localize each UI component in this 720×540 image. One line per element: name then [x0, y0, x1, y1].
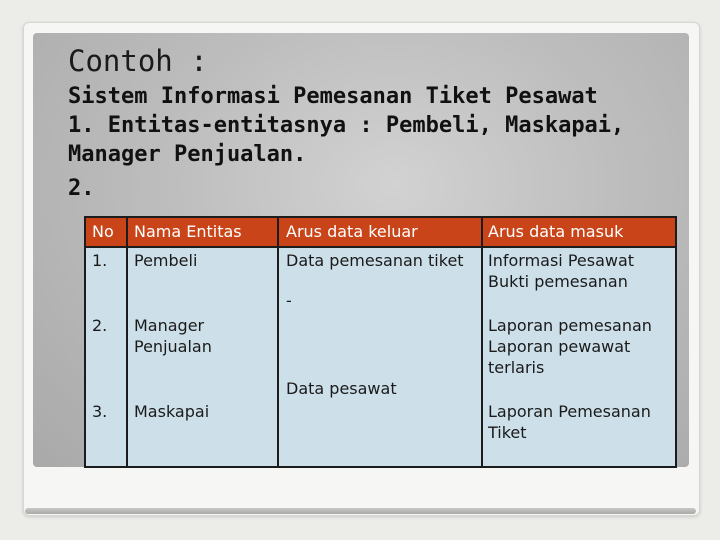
body-line-entities-cont: Manager Penjualan. [68, 142, 307, 167]
cell-in: Laporan Pemesanan [488, 402, 651, 421]
cell-entity: Manager [134, 316, 205, 335]
header-entity: Nama Entitas [134, 222, 242, 241]
cell-in: Tiket [488, 423, 527, 442]
cell-in: Laporan pemesanan [488, 316, 652, 335]
body-line-entities: 1. Entitas-entitasnya : Pembeli, Maskapai, [68, 113, 625, 138]
cell-no: 3. [92, 402, 108, 421]
slide-title: Contoh : [68, 44, 208, 78]
cell-in: Bukti pemesanan [488, 272, 628, 291]
cell-in: Laporan pewawat [488, 337, 631, 356]
cell-entity: Maskapai [134, 402, 210, 421]
cell-in: Informasi Pesawat [488, 251, 635, 270]
header-in: Arus data masuk [488, 222, 624, 241]
cell-no: 1. [92, 251, 108, 270]
slide-bottom-bar [25, 508, 696, 514]
slide-body [68, 82, 708, 169]
header-no: No [92, 222, 114, 241]
section-number: 2. [68, 176, 95, 201]
cell-entity: Penjualan [134, 337, 212, 356]
body-line-system: Sistem Informasi Pemesanan Tiket Pesawat [68, 84, 598, 109]
data-flow-table [84, 216, 677, 468]
header-out: Arus data keluar [286, 222, 418, 241]
cell-entity: Pembeli [134, 251, 198, 270]
cell-in: terlaris [488, 358, 545, 377]
cell-no: 2. [92, 316, 108, 335]
column-divider [481, 218, 483, 466]
cell-out: Data pesawat [286, 379, 397, 398]
cell-out: Data pemesanan tiket [286, 251, 464, 270]
column-divider [277, 218, 279, 466]
cell-out: - [286, 291, 292, 310]
column-divider [126, 218, 128, 466]
